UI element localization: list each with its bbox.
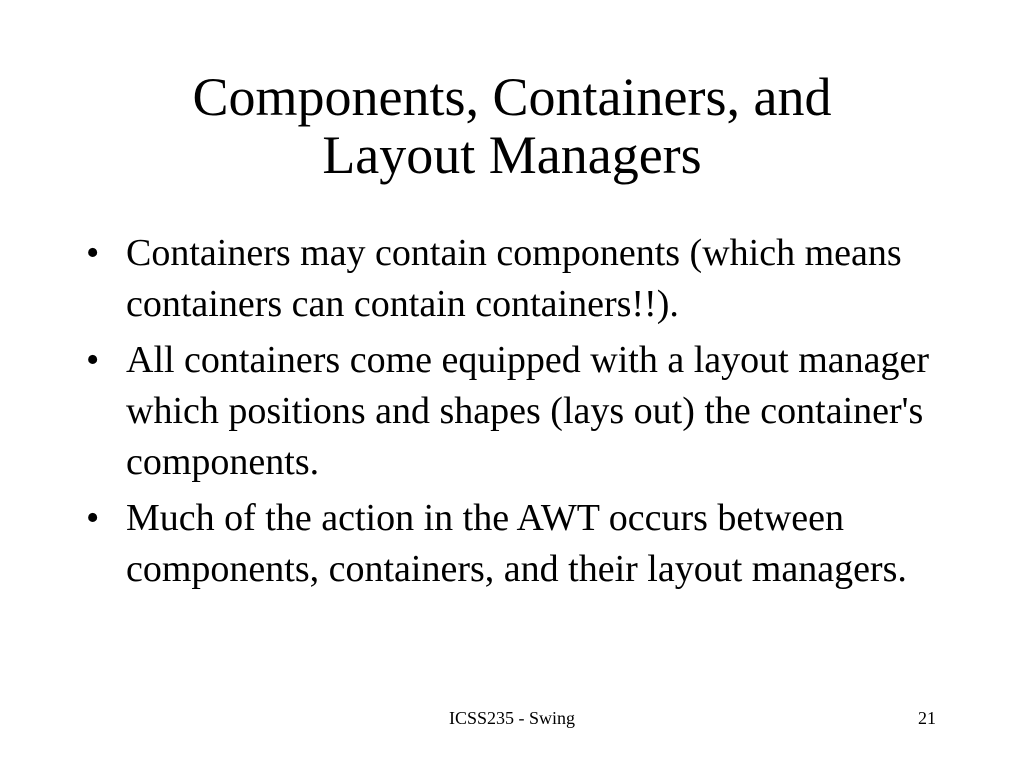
footer-course: ICSS235 - Swing [448, 708, 576, 728]
bullet-text: Much of the action in the AWT occurs between components, containers, and their layout managers. [126, 497, 907, 590]
bullet-item [84, 335, 954, 488]
bullet-item [84, 228, 954, 330]
bullet-icon: • [86, 232, 100, 274]
slide-title-line-2: Layout Managers [322, 125, 702, 185]
bullet-icon: • [86, 497, 100, 539]
bullet-item [84, 493, 954, 595]
bullet-icon: • [86, 339, 100, 381]
footer-page-number: 21 [918, 708, 936, 728]
bullet-list [84, 228, 954, 600]
bullet-text: Containers may contain components (which means containers can contain containers!!). [126, 232, 902, 325]
slide-title [60, 68, 964, 184]
slide-title-line-1: Components, Containers, and [192, 67, 832, 127]
bullet-text: All containers come equipped with a layout manager which positions and shapes (lays out) the container's components. [126, 339, 930, 483]
